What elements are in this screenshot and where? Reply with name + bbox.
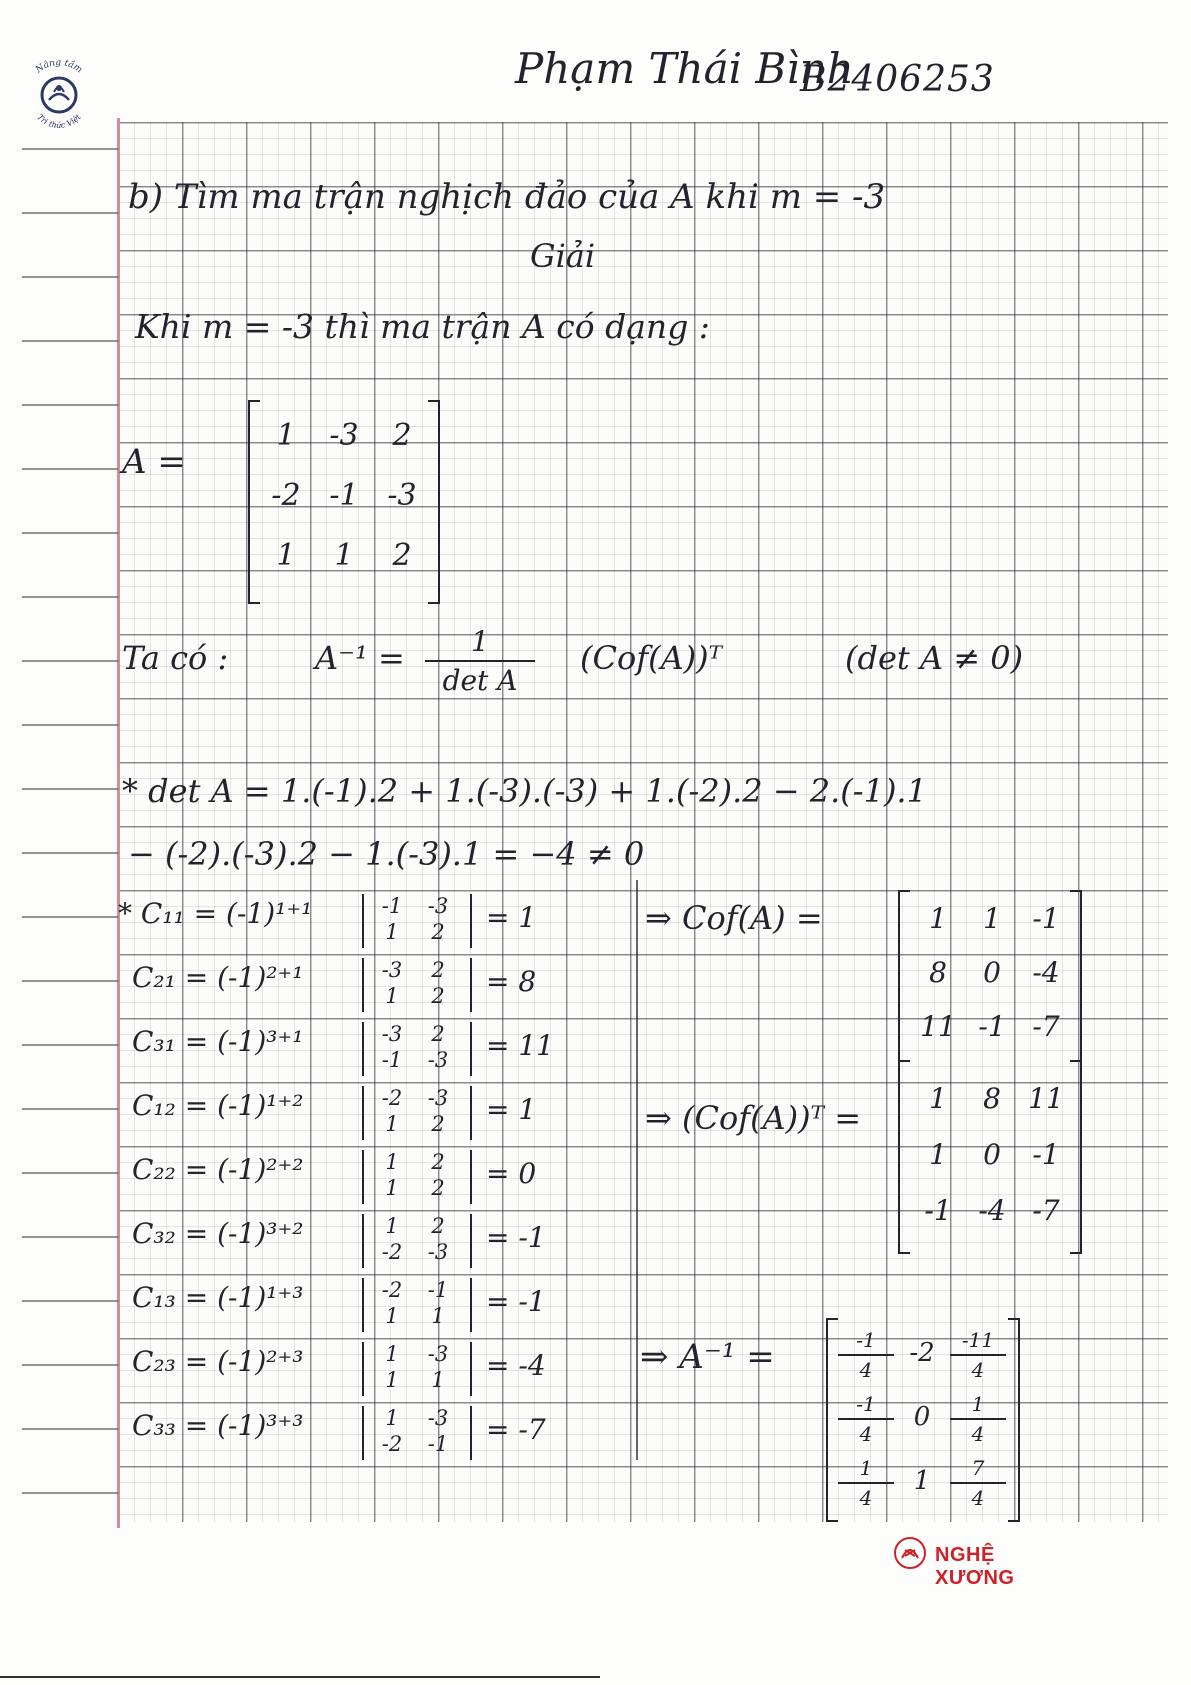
- minor-cell: 2: [431, 1112, 445, 1136]
- minor-cell: 1: [385, 920, 399, 944]
- ruled-line: [22, 596, 118, 598]
- cofactor-name: C₂₂ = (-1)²⁺²: [132, 1153, 304, 1186]
- matrix-a-cell: 1: [276, 538, 296, 573]
- minor-left-bar: [362, 1342, 364, 1396]
- solution-heading: Giải: [530, 237, 596, 275]
- cof-transpose-cell: 11: [1028, 1082, 1064, 1115]
- ruled-line: [22, 1492, 118, 1494]
- minor-cell: 2: [431, 984, 445, 1008]
- ruled-line: [22, 916, 118, 918]
- matrix-a-cell: -3: [387, 478, 417, 513]
- cofactor-name: * C₁₁ = (-1)¹⁺¹: [118, 897, 313, 930]
- det-line-1: * det A = 1.(-1).2 + 1.(-3).(-3) + 1.(-2).2 − 2.(-1).1: [122, 772, 927, 810]
- formula-rhs: (Cof(A))ᵀ: [580, 639, 723, 677]
- fraction-numerator: -1: [838, 1392, 894, 1420]
- matrix-a-label: A =: [122, 442, 186, 482]
- cofactor-value: = 11: [486, 1029, 554, 1062]
- minor-cell: -3: [381, 1022, 403, 1046]
- cof-transpose-label: ⇒ (Cof(A))ᵀ =: [645, 1099, 862, 1137]
- minor-cell: 1: [385, 1368, 399, 1392]
- cofactor-name: C₂₁ = (-1)²⁺¹: [132, 961, 304, 994]
- inverse-fraction-cell: [950, 1328, 1006, 1382]
- ruled-line: [22, 276, 118, 278]
- minor-right-bar: [470, 1278, 472, 1332]
- cofactor-name: C₃₂ = (-1)³⁺²: [132, 1217, 304, 1250]
- cof-matrix-cell: 8: [929, 956, 947, 989]
- matrix-a-cell: 2: [392, 538, 412, 573]
- ruled-line: [22, 1172, 118, 1174]
- margin-line: [117, 118, 120, 1528]
- minor-left-bar: [362, 1214, 364, 1268]
- ruled-line: [22, 404, 118, 406]
- cof-left-bracket: [898, 890, 910, 1062]
- cof-matrix-cell: 0: [983, 956, 1001, 989]
- minor-cell: 1: [385, 1112, 399, 1136]
- cofactor-value: = 1: [486, 901, 537, 934]
- book-logo-icon: [16, 52, 102, 138]
- minor-cell: 1: [431, 1368, 445, 1392]
- formula-lhs: A⁻¹ =: [315, 639, 405, 677]
- ruled-line: [22, 148, 118, 150]
- ruled-line: [22, 724, 118, 726]
- inverse-fraction-cell: [950, 1456, 1006, 1510]
- cof-matrix-cell: 1: [929, 902, 947, 935]
- ruled-line: [22, 852, 118, 854]
- ruled-line: [22, 340, 118, 342]
- cof-matrix-cell: -4: [1032, 956, 1060, 989]
- ruled-line: [22, 1364, 118, 1366]
- minor-cell: -3: [427, 1240, 449, 1264]
- cof-transpose-cell: 1: [929, 1082, 947, 1115]
- cofactor-value: = 8: [486, 965, 537, 998]
- minor-cell: -1: [427, 1278, 449, 1302]
- minor-cell: -3: [427, 1086, 449, 1110]
- minor-right-bar: [470, 958, 472, 1012]
- ruled-line: [22, 532, 118, 534]
- minor-cell: 1: [385, 1406, 399, 1430]
- matrix-a-cell: 1: [276, 418, 296, 453]
- minor-cell: -2: [381, 1240, 403, 1264]
- cofactor-name: C₃₁ = (-1)³⁺¹: [132, 1025, 304, 1058]
- minor-cell: 2: [431, 920, 445, 944]
- cofactor-value: = -4: [486, 1349, 546, 1382]
- cof-t-left-bracket: [898, 1060, 910, 1254]
- cof-transpose-cell: -7: [1032, 1194, 1060, 1227]
- fraction-numerator: 7: [950, 1456, 1006, 1484]
- formula-denominator: det A: [442, 664, 518, 697]
- minor-left-bar: [362, 1022, 364, 1076]
- det-line-2: − (-2).(-3).2 − 1.(-3).1 = −4 ≠ 0: [128, 835, 645, 873]
- cof-matrix-label: ⇒ Cof(A) =: [645, 899, 823, 937]
- fraction-denominator: 4: [859, 1358, 873, 1382]
- ruled-line: [22, 212, 118, 214]
- minor-cell: 1: [385, 1150, 399, 1174]
- ruled-line: [22, 1044, 118, 1046]
- matrix-a-cell: -3: [329, 418, 359, 453]
- minor-cell: 2: [431, 1150, 445, 1174]
- minor-cell: 1: [385, 1304, 399, 1328]
- matrix-a-cell: -1: [329, 478, 359, 513]
- cof-transpose-cell: 0: [983, 1138, 1001, 1171]
- notebook-logo: [16, 52, 102, 138]
- author-name: Phạm Thái Bình: [515, 44, 854, 93]
- ruled-line: [22, 660, 118, 662]
- inverse-fraction-cell: [838, 1456, 894, 1510]
- minor-right-bar: [470, 1214, 472, 1268]
- svg-text:Nâng tầm: Nâng tầm: [34, 57, 84, 76]
- fraction-denominator: 4: [971, 1358, 985, 1382]
- brand-logo-icon: [893, 1536, 927, 1570]
- inverse-fraction-cell: [838, 1392, 894, 1446]
- minor-cell: 2: [431, 958, 445, 982]
- minor-cell: -3: [381, 958, 403, 982]
- cof-transpose-cell: 8: [983, 1082, 1001, 1115]
- page-bottom-line: [0, 1676, 600, 1678]
- cofactor-value: = -7: [486, 1413, 546, 1446]
- fraction-denominator: 4: [971, 1486, 985, 1510]
- fraction-numerator: -1: [838, 1328, 894, 1356]
- cof-matrix-cell: -1: [978, 1010, 1006, 1043]
- minor-left-bar: [362, 1086, 364, 1140]
- minor-cell: -2: [381, 1278, 403, 1302]
- minor-cell: 2: [431, 1214, 445, 1238]
- cofactor-value: = -1: [486, 1285, 546, 1318]
- brand-name: NGHỆ XƯƠNG: [935, 1544, 1015, 1589]
- cofactor-name: C₂₃ = (-1)²⁺³: [132, 1345, 304, 1378]
- cof-transpose-cell: -1: [924, 1194, 952, 1227]
- minor-right-bar: [470, 1086, 472, 1140]
- ruled-line: [22, 1428, 118, 1430]
- minor-cell: 1: [385, 1176, 399, 1200]
- ruled-line: [22, 1108, 118, 1110]
- fraction-denominator: 4: [971, 1422, 985, 1446]
- ruled-line: [22, 468, 118, 470]
- minor-right-bar: [470, 1150, 472, 1204]
- minor-cell: 2: [431, 1022, 445, 1046]
- minor-cell: -1: [381, 894, 403, 918]
- column-rule: [636, 880, 638, 1460]
- fraction-numerator: -11: [950, 1328, 1006, 1356]
- minor-left-bar: [362, 1150, 364, 1204]
- minor-cell: -1: [381, 1048, 403, 1072]
- student-id: B2406253: [800, 59, 995, 100]
- inverse-label: ⇒ A⁻¹ =: [640, 1337, 775, 1377]
- minor-right-bar: [470, 1342, 472, 1396]
- minor-right-bar: [470, 894, 472, 948]
- inverse-fraction-cell: [950, 1392, 1006, 1446]
- fraction-denominator: 4: [859, 1486, 873, 1510]
- minor-cell: -2: [381, 1432, 403, 1456]
- matrix-a-cell: -2: [271, 478, 301, 513]
- formula-numerator: 1: [425, 625, 535, 662]
- minor-cell: 2: [431, 1176, 445, 1200]
- cof-transpose-cell: -1: [1032, 1138, 1060, 1171]
- inverse-cell: -2: [909, 1338, 935, 1368]
- cof-transpose-cell: 1: [929, 1138, 947, 1171]
- matrix-a-cell: 2: [392, 418, 412, 453]
- minor-cell: 1: [385, 1342, 399, 1366]
- minor-cell: -1: [427, 1432, 449, 1456]
- formula-fraction: [425, 625, 535, 697]
- minor-cell: -2: [381, 1086, 403, 1110]
- intro-line: Khi m = -3 thì ma trận A có dạng :: [135, 307, 710, 346]
- cofactor-value: = -1: [486, 1221, 546, 1254]
- fraction-numerator: 1: [950, 1392, 1006, 1420]
- formula-prefix: Ta có :: [122, 639, 229, 677]
- inverse-fraction-cell: [838, 1328, 894, 1382]
- minor-cell: 1: [431, 1304, 445, 1328]
- ruled-line: [22, 788, 118, 790]
- inverse-cell: 0: [913, 1402, 931, 1432]
- minor-cell: -3: [427, 894, 449, 918]
- cof-matrix-cell: -1: [1032, 902, 1060, 935]
- inverse-cell: 1: [913, 1466, 931, 1496]
- inverse-right-bracket: [1008, 1318, 1020, 1522]
- fraction-denominator: 4: [859, 1422, 873, 1446]
- cof-transpose-cell: -4: [978, 1194, 1006, 1227]
- cofactor-name: C₃₃ = (-1)³⁺³: [132, 1409, 304, 1442]
- fraction-numerator: 1: [838, 1456, 894, 1484]
- minor-left-bar: [362, 1278, 364, 1332]
- minor-cell: -3: [427, 1342, 449, 1366]
- question: b) Tìm ma trận nghịch đảo của A khi m = -3: [128, 177, 886, 217]
- minor-cell: 1: [385, 984, 399, 1008]
- formula-condition: (det A ≠ 0): [845, 639, 1024, 677]
- minor-left-bar: [362, 894, 364, 948]
- inverse-left-bracket: [826, 1318, 838, 1522]
- matrix-a-cell: 1: [334, 538, 354, 573]
- cof-matrix-cell: 1: [983, 902, 1001, 935]
- ruled-line: [22, 980, 118, 982]
- cof-matrix-cell: 11: [920, 1010, 956, 1043]
- minor-left-bar: [362, 1406, 364, 1460]
- minor-cell: -3: [427, 1406, 449, 1430]
- ruled-line: [22, 1300, 118, 1302]
- ruled-line: [22, 1236, 118, 1238]
- minor-right-bar: [470, 1022, 472, 1076]
- minor-cell: -3: [427, 1048, 449, 1072]
- cofactor-name: C₁₃ = (-1)¹⁺³: [132, 1281, 304, 1314]
- cofactor-value: = 1: [486, 1093, 537, 1126]
- cof-matrix-cell: -7: [1032, 1010, 1060, 1043]
- cofactor-value: = 0: [486, 1157, 537, 1190]
- cofactor-name: C₁₂ = (-1)¹⁺²: [132, 1089, 304, 1122]
- minor-cell: 1: [385, 1214, 399, 1238]
- svg-text:Tri thức Việt: Tri thức Việt: [35, 112, 83, 131]
- minor-right-bar: [470, 1406, 472, 1460]
- minor-left-bar: [362, 958, 364, 1012]
